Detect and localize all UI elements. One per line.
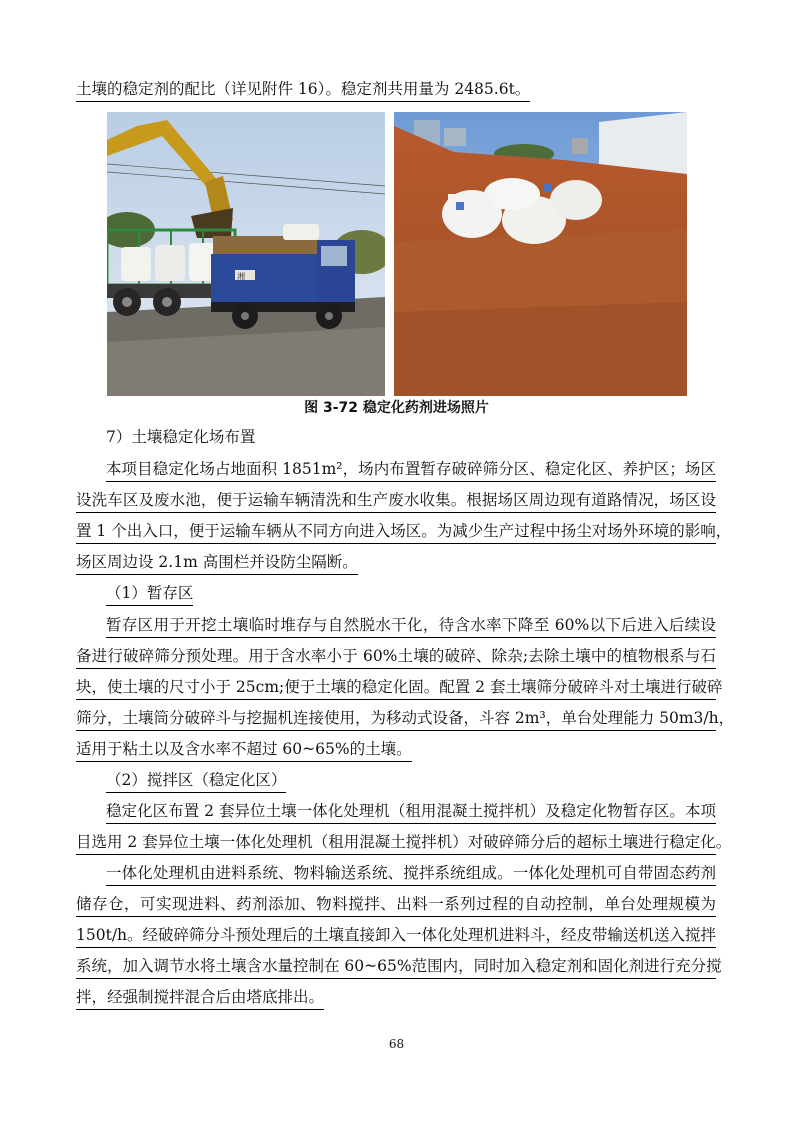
paragraph-line: 场区周边设 2.1m 高围栏并设防尘隔断。 [76, 551, 358, 575]
paragraph-line: 备进行破碎筛分预处理。用于含水率小于 60%土壤的破碎、除杂;去除土壤中的植物根系与石 [76, 645, 716, 669]
subsection-heading: （1）暂存区 [106, 582, 193, 606]
page-number: 68 [388, 1037, 405, 1051]
subsection-heading: （2）搅拌区（稳定化区） [106, 769, 286, 793]
paragraph-line: 适用于粘土以及含水率不超过 60~65%的土壤。 [76, 738, 412, 762]
paragraph-line: 块，使土壤的尺寸小于 25cm;便于土壤的稳定化固。配置 2 套土壤筛分破碎斗对土壤进行破碎 [76, 676, 716, 700]
photo-bags-on-site [394, 112, 687, 396]
photo-truck-loading [107, 112, 385, 396]
figure-caption: 图 3-72 稳定化药剂进场照片 [304, 400, 489, 416]
paragraph-line: 系统，加入调节水将土壤含水量控制在 60~65%范围内，同时加入稳定剂和固化剂进行充分搅 [76, 955, 716, 979]
paragraph-line: 置 1 个出入口，便于运输车辆从不同方向进入场区。为减少生产过程中扬尘对场外环境的影响， [76, 520, 716, 544]
paragraph-line: 暂存区用于开挖土壤临时堆存与自然脱水干化，待含水率下降至 60%以下后进入后续设 [106, 614, 716, 638]
paragraph-line: 设洗车区及废水池，便于运输车辆清洗和生产废水收集。根据场区周边现有道路情况，场区设 [76, 489, 716, 513]
section-heading: 7）土壤稳定化场布置 [106, 428, 256, 446]
paragraph-line: 筛分，土壤筒分破碎斗与挖掘机连接使用，为移动式设备，斗容 2m³，单台处理能力 50m3/h， [76, 707, 716, 731]
paragraph-line: 150t/h。经破碎筛分斗预处理后的土壤直接卸入一体化处理机进料斗，经皮带输送机送入搅拌 [76, 924, 716, 948]
photo-pair [107, 112, 687, 396]
paragraph-line: 储存仓，可实现进料、药剂添加、物料搅拌、出料一系列过程的自动控制，单台处理规模为 [76, 893, 716, 917]
paragraph-line: 一体化处理机由进料系统、物料输送系统、搅拌系统组成。一体化处理机可自带固态药剂 [106, 862, 716, 886]
paragraph-line: 目选用 2 套异位土壤一体化处理机（租用混凝土搅拌机）对破碎筛分后的超标土壤进行稳定化。 [76, 831, 716, 855]
paragraph-line: 稳定化区布置 2 套异位土壤一体化处理机（租用混凝土搅拌机）及稳定化物暂存区。本项 [106, 800, 716, 824]
paragraph-line: 土壤的稳定剂的配比（详见附件 16）。稳定剂共用量为 2485.6t。 [76, 78, 530, 102]
paragraph-line: 本项目稳定化场占地面积 1851m²，场内布置暂存破碎筛分区、稳定化区、养护区；场区 [106, 458, 716, 482]
paragraph-line: 拌，经强制搅拌混合后由塔底排出。 [76, 986, 324, 1010]
truck-plate-text: 湘 [237, 272, 245, 281]
